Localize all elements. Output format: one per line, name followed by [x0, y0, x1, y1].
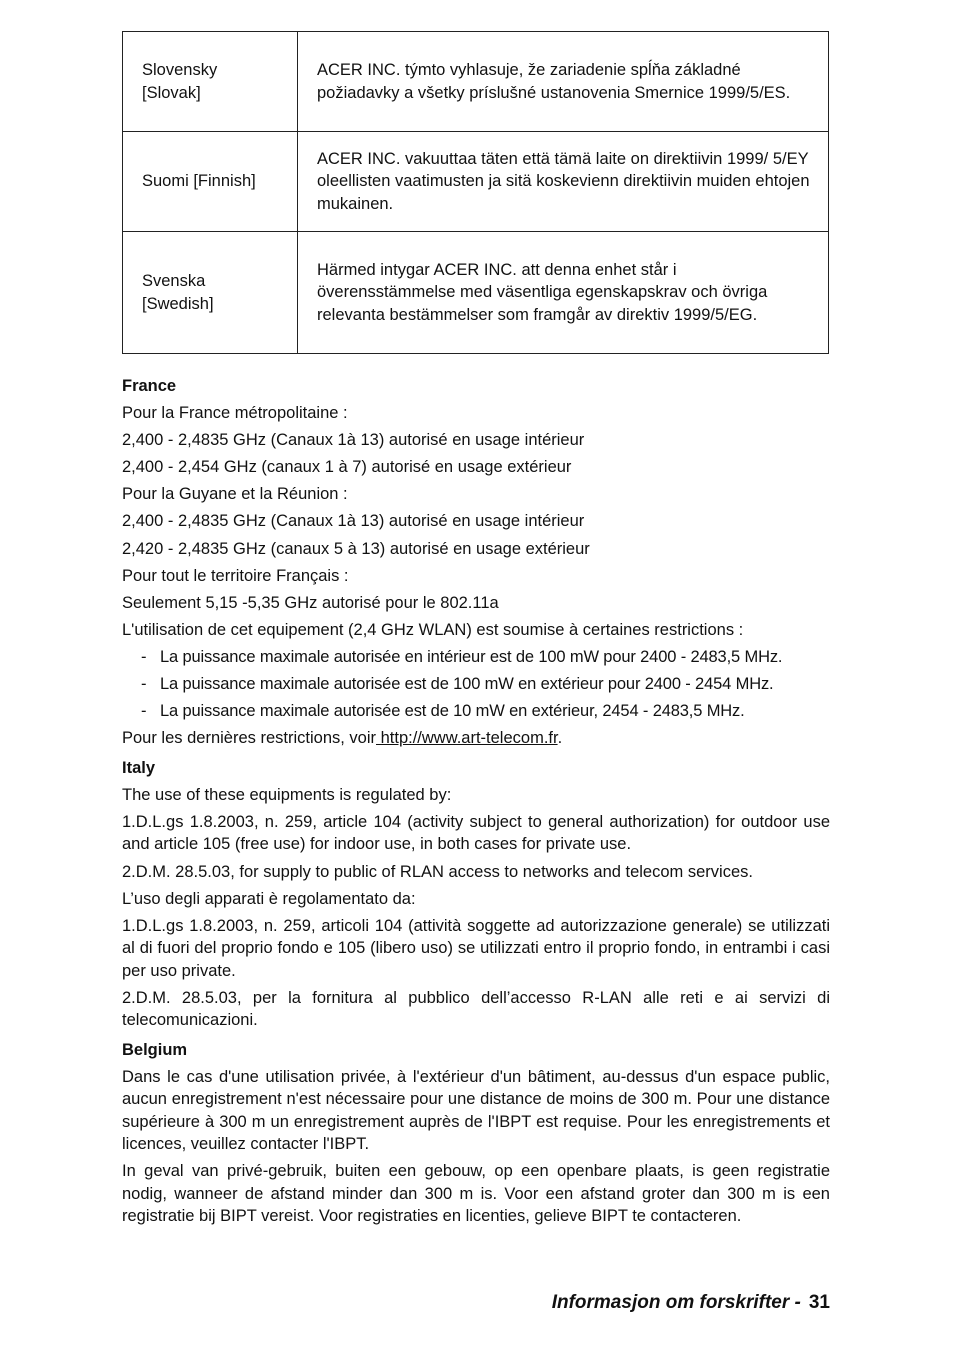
- list-item: [122, 646, 830, 669]
- declaration-cell: ACER INC. vakuuttaa täten että tämä laite on direktiivin 1999/ 5/EY oleellisten vaatimusten ja sitä koskevienn direktiivin muiden ehtojen mukainen.: [298, 132, 829, 232]
- italy-section: [122, 757, 830, 1032]
- dash-icon: -: [141, 647, 147, 666]
- declaration-cell: Härmed intygar ACER INC. att denna enhet står i överensstämmelse med väsentliga egenskapskrav och övriga relevanta bestämmelser som framgår av direktiv 1999/5/EG.: [298, 232, 829, 354]
- declaration-table: [122, 31, 829, 354]
- paragraph: Pour la Guyane et la Réunion :: [122, 485, 348, 504]
- paragraph: 1.D.L.gs 1.8.2003, n. 259, articoli 104 (attività soggette ad autorizzazione generale) se utilizzati al di fuori del proprio fondo e 105 (libero uso) se utilizzati entro il proprio fondo, in entrambi i casi per uso private.: [122, 916, 830, 980]
- restrictions-text: Pour les dernières restrictions, voir: [122, 729, 377, 748]
- page-content: [122, 31, 830, 1228]
- declaration-cell: ACER INC. týmto vyhlasuje, že zariadenie spĺňa základné požiadavky a všetky príslušné ustanovenia Smernice 1999/5/ES.: [298, 32, 829, 132]
- paragraph: Dans le cas d'une utilisation privée, à l'extérieur d'un bâtiment, au-dessus d'un espace public, aucun enregistrement n'est nécessaire pour une distance de moins de 300 m. Pour une distance supérieure à 300 m un enregistrement auprès de l'IBPT est requise. Pour les enregistrements et licences, veuillez contacter l'IBPT.: [122, 1067, 830, 1154]
- list-item: [122, 673, 830, 696]
- france-section: [122, 375, 830, 750]
- paragraph: 1.D.L.gs 1.8.2003, n. 259, article 104 (activity subject to general authorization) for outdoor use and article 105 (free use) for indoor use, in both cases for private use.: [122, 812, 830, 854]
- language-cell: Svenska [Swedish]: [123, 232, 298, 354]
- paragraph: L'utilisation de cet equipement (2,4 GHz WLAN) est soumise à certaines restrictions :: [122, 620, 744, 639]
- paragraph: Seulement 5,15 -5,35 GHz autorisé pour le 802.11a: [122, 593, 499, 612]
- dash-icon: -: [141, 675, 147, 694]
- paragraph: 2.D.M. 28.5.03, for supply to public of RLAN access to networks and telecom services.: [122, 862, 753, 881]
- paragraph: In geval van privé-gebruik, buiten een gebouw, op een openbare plaats, is geen registratie nodig, wanneer de afstand minder dan 300 m is. Voor een afstand groter dan 300 m is een registratie bij BIPT vereist. Voor registraties en licenties, gelieve BIPT te contacteren.: [122, 1162, 830, 1226]
- paragraph: Pour la France métropolitaine :: [122, 404, 348, 423]
- footer-title: Informasjon om forskrifter -: [551, 1292, 801, 1313]
- belgium-section: [122, 1039, 830, 1228]
- list-item-text: La puissance maximale autorisée est de 100 mW en extérieur pour 2400 - 2454 MHz.: [160, 675, 774, 694]
- paragraph: [122, 727, 830, 750]
- page-number: 31: [808, 1292, 830, 1313]
- period-text: .: [557, 729, 563, 748]
- art-telecom-link[interactable]: http://www.art-telecom.fr: [376, 729, 558, 748]
- list-item-text: La puissance maximale autorisée en intérieur est de 100 mW pour 2400 - 2483,5 MHz.: [160, 647, 783, 666]
- table-row: [123, 132, 829, 232]
- paragraph: Pour tout le territoire Français :: [122, 566, 349, 585]
- dash-icon: -: [141, 702, 147, 721]
- list-item: [122, 700, 830, 723]
- paragraph: L’uso degli apparati è regolamentato da:: [122, 889, 416, 908]
- list-item-text: La puissance maximale autorisée est de 10 mW en extérieur, 2454 - 2483,5 MHz.: [160, 702, 745, 721]
- language-cell: Slovensky [Slovak]: [123, 32, 298, 132]
- section-heading-italy: Italy: [122, 758, 156, 777]
- paragraph: 2.D.M. 28.5.03, per la fornitura al pubblico dell’accesso R-LAN alle reti e ai servizi di telecomunicazioni.: [122, 988, 830, 1030]
- section-heading-belgium: Belgium: [122, 1040, 188, 1059]
- table-row: [123, 32, 829, 132]
- paragraph: 2,400 - 2,454 GHz (canaux 1 à 7) autorisé en usage extérieur: [122, 458, 572, 477]
- paragraph: 2,400 - 2,4835 GHz (Canaux 1à 13) autorisé en usage intérieur: [122, 431, 585, 450]
- table-row: [123, 232, 829, 354]
- section-heading-france: France: [122, 377, 177, 395]
- paragraph: The use of these equipments is regulated by:: [122, 785, 452, 804]
- restriction-list: [122, 646, 830, 723]
- paragraph: 2,420 - 2,4835 GHz (canaux 5 à 13) autorisé en usage extérieur: [122, 539, 590, 558]
- paragraph: 2,400 - 2,4835 GHz (Canaux 1à 13) autorisé en usage intérieur: [122, 512, 585, 531]
- language-cell: Suomi [Finnish]: [123, 132, 298, 232]
- page-footer: [552, 1290, 830, 1316]
